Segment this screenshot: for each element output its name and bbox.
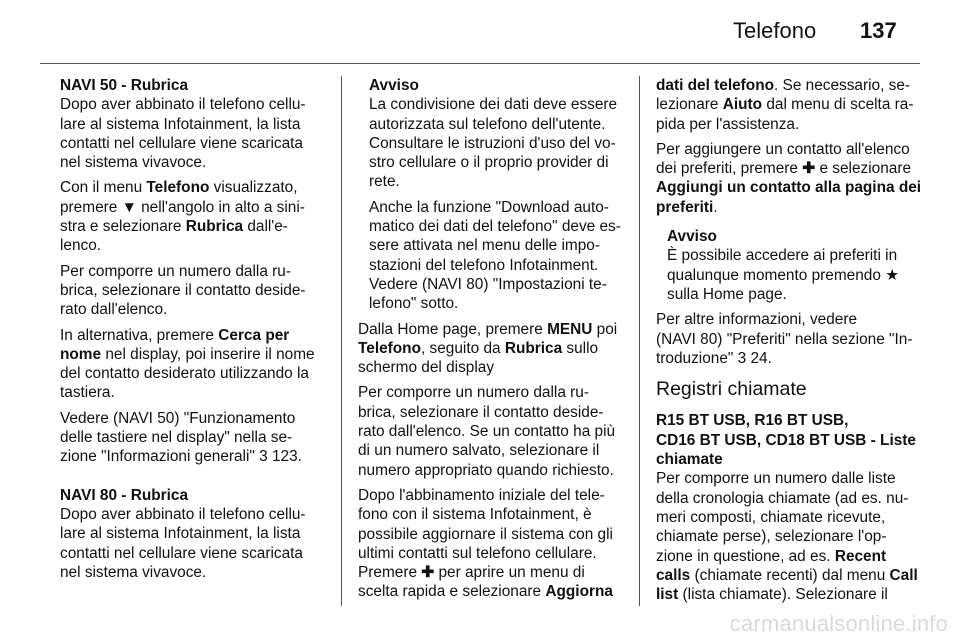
paragraph <box>60 409 328 467</box>
text: Per comporre un numero dalla ru- brica, selezionare il contatto deside- rato dall'elenco. <box>60 262 306 319</box>
page-header-title: Telefono <box>733 18 817 43</box>
section-heading-navi50: NAVI 50 - Rubrica <box>60 77 189 94</box>
text: poi <box>592 320 618 338</box>
text: Per comporre un numero dalle liste della cronologia chiamate (ad es. nu- meri composti, chiamate ricevute, chiamate perse), selezionare l'op- zione in questione, ad es. <box>656 470 909 565</box>
text: Dopo aver abbinato il telefono cellu- lare al sistema Infotainment, la lista contatti nel cellulare viene scaricata nel sistema vivavoce. <box>60 96 306 172</box>
text: Dopo l'abbinamento iniziale del tele- fono con il sistema Infotainment, è possibile aggiornare il sistema con gli ultimi contatti sul telefono cellulare. Premere <box>358 486 613 582</box>
note-title: Avviso <box>369 77 419 94</box>
note-box <box>369 76 626 314</box>
paragraph <box>656 76 924 134</box>
triangle-down-icon: ▼ <box>121 198 137 216</box>
star-icon: ★ <box>885 266 899 284</box>
paragraph <box>656 140 924 217</box>
paragraph <box>358 383 626 479</box>
text: e selezionare <box>815 160 912 178</box>
plus-icon: ✚ <box>421 564 435 582</box>
menu-term: Recent calls <box>656 547 887 584</box>
page-ref-arrow-icon: 3 <box>259 448 268 466</box>
plus-icon: ✚ <box>802 160 816 178</box>
text: 123. <box>267 448 302 466</box>
paragraph <box>60 262 328 320</box>
paragraph <box>656 469 924 604</box>
menu-term: Cerca per nome <box>60 326 290 363</box>
text-column-3 <box>656 76 924 610</box>
text: sulla Home page. <box>667 285 787 303</box>
text: La condivisione dei dati deve essere autorizzata sul telefono dell'utente. Consultare le istruzioni d'uso del vo- stro cellulare o il proprio provider di rete. <box>369 96 618 191</box>
paragraph <box>60 95 328 172</box>
paragraph <box>369 198 626 314</box>
menu-term: Aggiorna <box>545 583 613 601</box>
header-divider <box>40 63 920 64</box>
menu-term: Telefono <box>146 179 210 197</box>
text: Per aggiungere un contatto all'elenco dei preferiti, premere <box>656 140 910 178</box>
text: per aprire un menu di scelta rapida e selezionare <box>358 564 585 601</box>
text: sullo schermo del display <box>358 339 599 377</box>
text: 24. <box>746 349 772 367</box>
text: Con il menu <box>60 179 147 197</box>
text: In alternativa, premere <box>60 326 219 344</box>
paragraph <box>369 95 626 191</box>
text: Dalla Home page, premere <box>358 320 548 338</box>
text-column-2 <box>358 76 626 608</box>
text: visualizzato, premere <box>60 179 298 216</box>
page-number: 137 <box>860 18 897 43</box>
menu-term: Rubrica <box>185 218 244 236</box>
text: Per altre informazioni, vedere (NAVI 80) "Preferiti" nella sezione "In- troduzione" <box>656 311 913 367</box>
page-ref-arrow-icon: 3 <box>737 349 747 367</box>
text: Dopo aver abbinato il telefono cellu- lare al sistema Infotainment, la lista contatti nel cellulare viene scaricata nel sistema vivavoce. <box>60 505 306 581</box>
paragraph <box>667 246 924 304</box>
text: dal menu di scelta ra- pida per l'assistenza. <box>656 96 914 133</box>
paragraph <box>60 326 328 403</box>
paragraph <box>656 310 924 368</box>
menu-term: Rubrica <box>504 339 563 357</box>
menu-term: Call list <box>656 566 918 604</box>
paragraph <box>60 505 328 582</box>
text-column-1 <box>60 76 328 588</box>
paragraph <box>358 320 626 378</box>
menu-term: Aggiungi un contatto alla pagina dei preferiti <box>656 179 922 216</box>
watermark: carmanualsonline.info <box>729 611 948 636</box>
text: . <box>713 198 718 216</box>
text: nel display, poi inserire il nome del contatto desiderato utilizzando la tastiera. <box>60 345 315 402</box>
section-heading-registri: Registri chiamate <box>656 378 807 401</box>
subsection-heading: R15 BT USB, R16 BT USB, CD16 BT USB, CD18 BT USB - Liste chiamate <box>656 412 916 469</box>
note-title: Avviso <box>667 228 717 246</box>
section-heading-navi80: NAVI 80 - Rubrica <box>60 486 189 504</box>
text: Vedere (NAVI 50) "Funzionamento delle tastiere nel display" nella se- zione "Informazioni generali" <box>60 409 296 466</box>
paragraph <box>358 486 626 602</box>
text: nell'angolo in alto a sini- stra e selezionare <box>60 198 305 236</box>
text: (lista chiamate). Selezionare il <box>678 586 888 604</box>
menu-term: dati del telefono <box>656 77 774 94</box>
paragraph <box>60 178 328 255</box>
column-divider <box>341 76 342 606</box>
column-divider <box>639 76 640 606</box>
menu-term: Telefono <box>358 339 421 357</box>
text: (chiamate recenti) dal menu <box>690 566 890 584</box>
text: È possibile accedere ai preferiti in qualunque momento premendo <box>667 247 898 284</box>
text: , seguito da <box>420 339 505 357</box>
text: dall'e- lenco. <box>60 218 288 255</box>
text: . Se necessario, se- lezionare <box>656 77 911 114</box>
menu-term: MENU <box>547 320 593 338</box>
menu-term: Aiuto <box>722 96 763 114</box>
note-box <box>667 227 924 304</box>
text: Anche la funzione "Download auto- matico dei dati del telefono" deve es- sere attivata nel menu delle impo- stazioni del telefono Infotainment. Vedere (NAVI 80) "Impostazioni te- lefono" sotto. <box>369 198 621 313</box>
text: Per comporre un numero dalla ru- brica, selezionare il contatto deside- rato dall'elenco. Se un contatto ha più di un numero salvato, selezionare il numero appropriato quando richiesto. <box>358 384 616 479</box>
